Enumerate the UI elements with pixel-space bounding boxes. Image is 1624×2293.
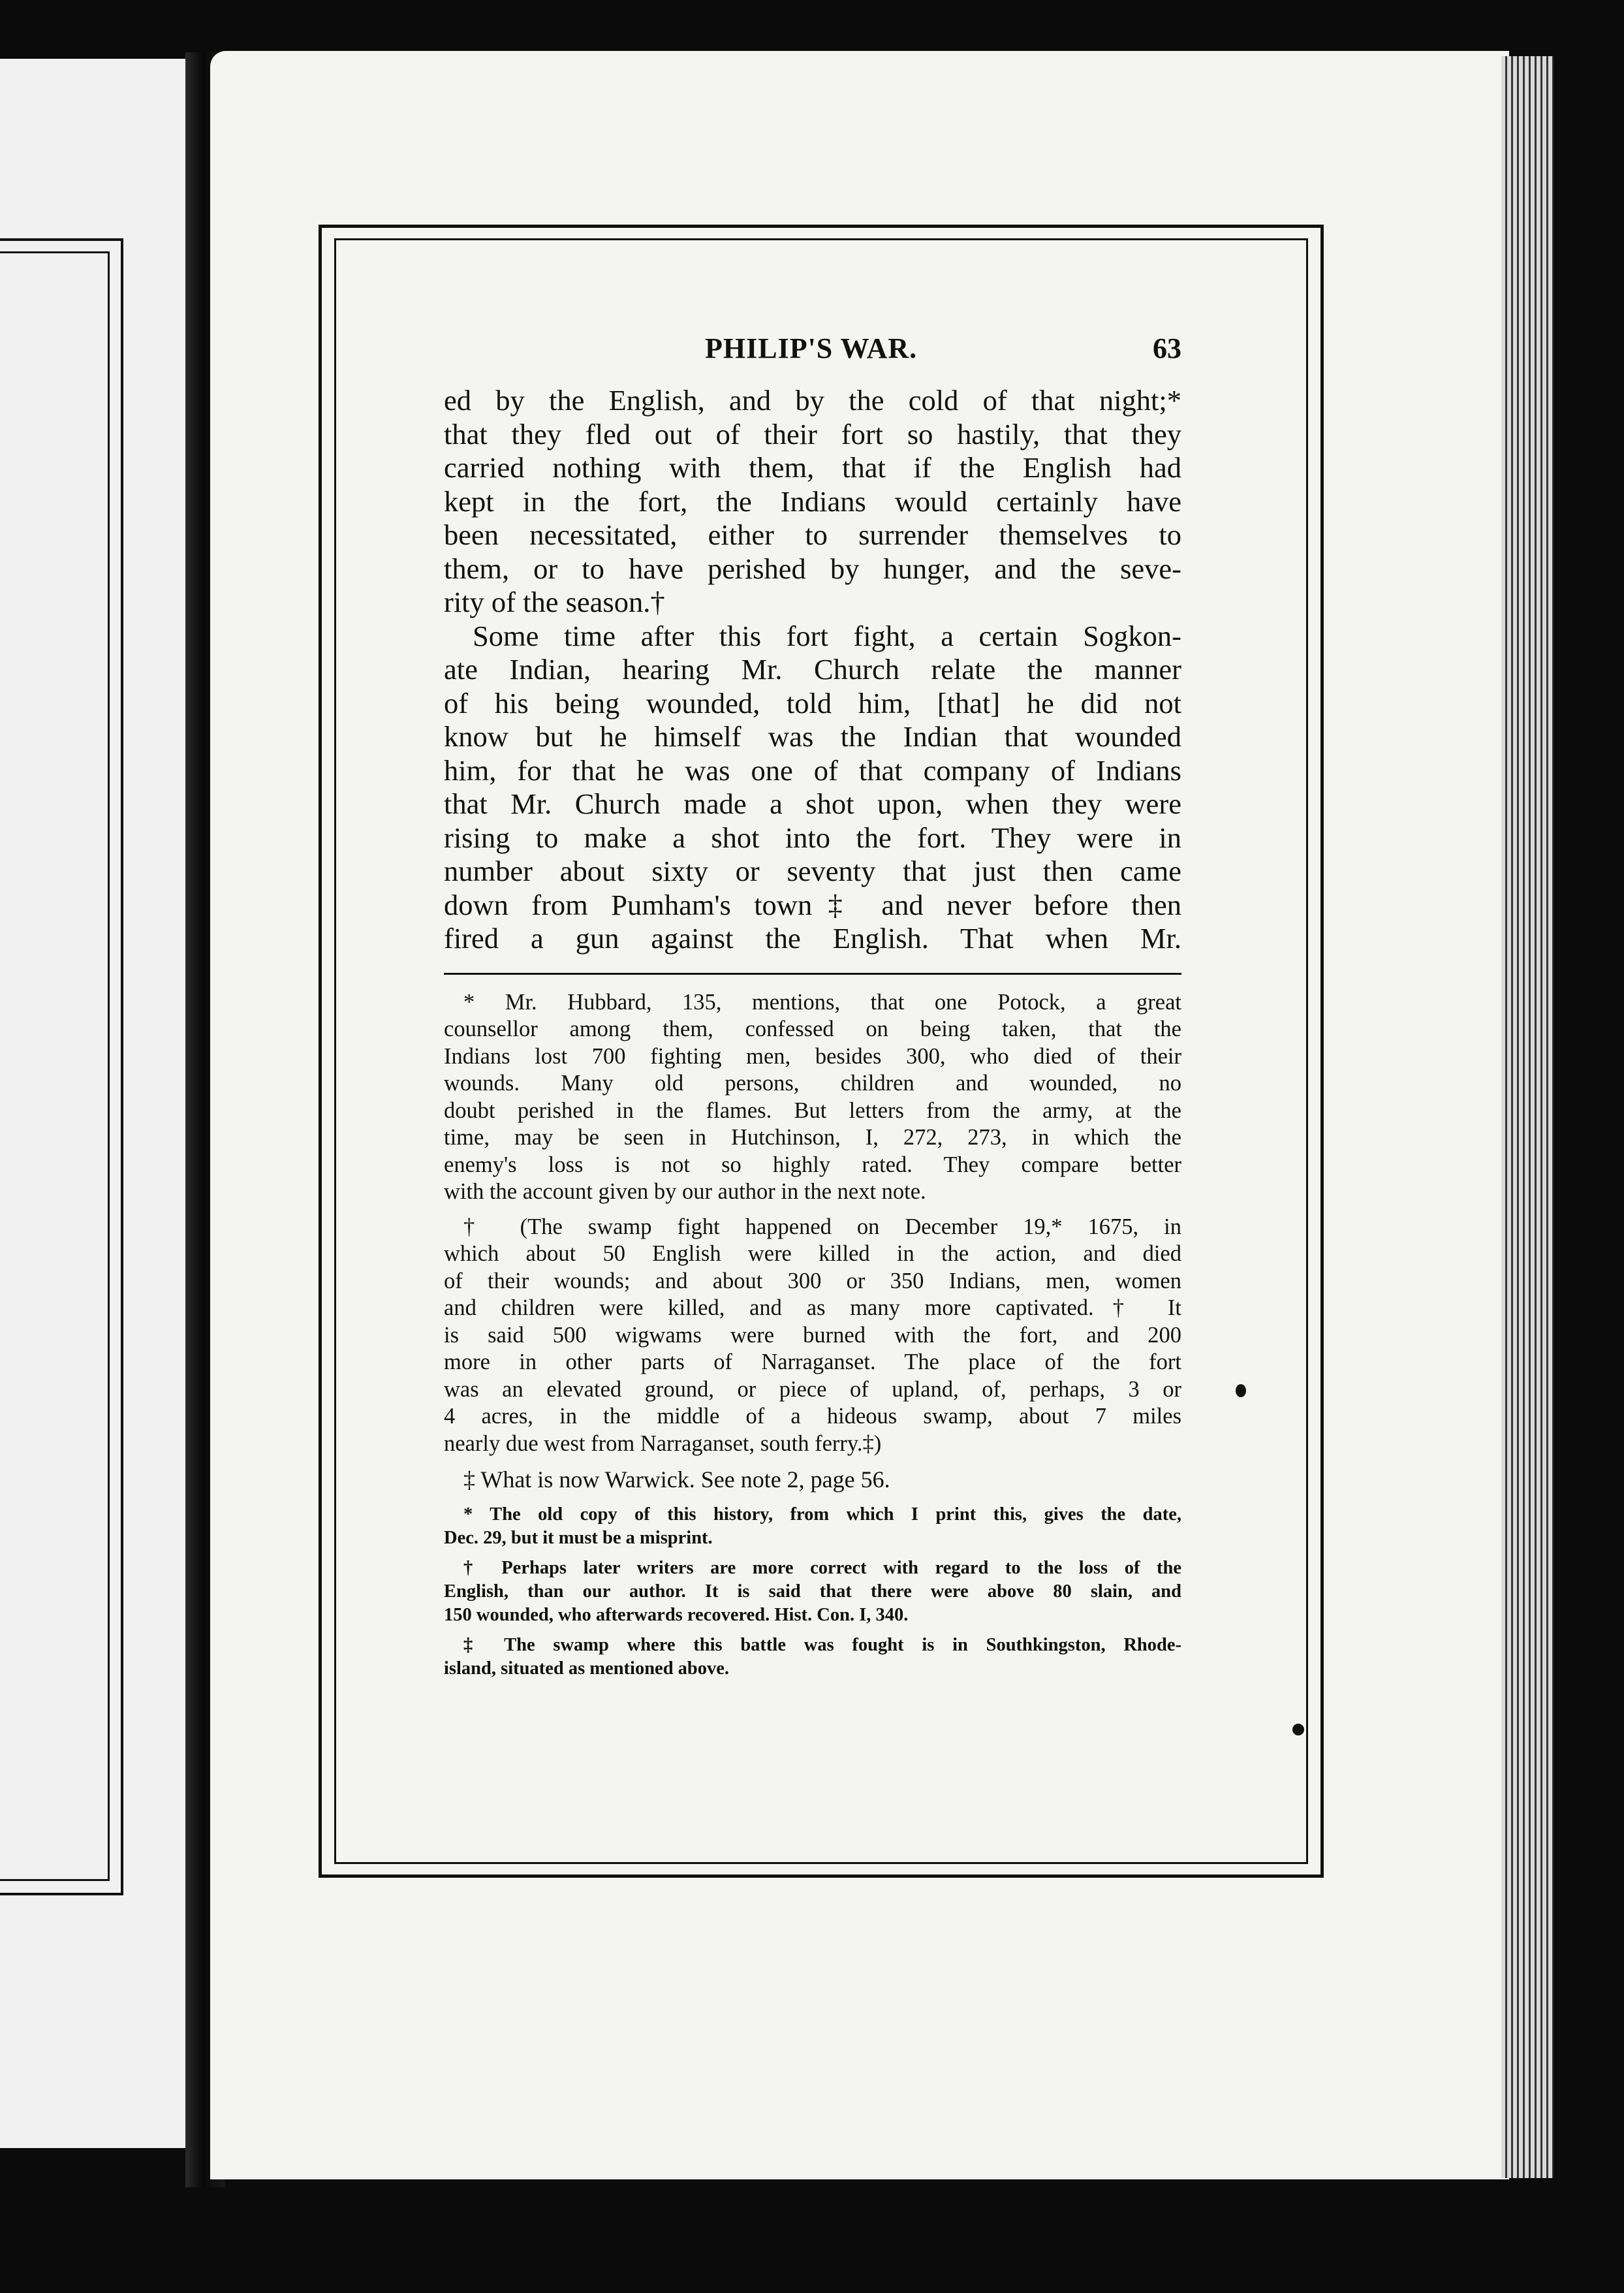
footnote-line: wounds. Many old persons, children and wounded, no bbox=[444, 1071, 1181, 1096]
editor-note-date bbox=[444, 1503, 1181, 1550]
body-line: rising to make a shot into the fort. They were in bbox=[444, 821, 1181, 854]
footnote-line: time, may be seen in Hutchinson, I, 272, 273, in which the bbox=[444, 1125, 1181, 1150]
body-line: fired a gun against the English. That when Mr. bbox=[444, 922, 1181, 955]
body-line: them, or to have perished by hunger, and the seve- bbox=[444, 552, 1181, 585]
editor-note-line: * The old copy of this history, from which I print this, gives the date, bbox=[463, 1504, 1181, 1525]
editor-notes bbox=[444, 1503, 1181, 1681]
footnote-line: 4 acres, in the middle of a hideous swamp, about 7 miles bbox=[444, 1404, 1181, 1429]
body-line: rity of the season.† bbox=[444, 586, 665, 618]
body-line: that they fled out of their fort so hastily, that they bbox=[444, 417, 1181, 451]
editor-note-line: 150 wounded, who afterwards recovered. Hist. Con. I, 340. bbox=[444, 1605, 909, 1625]
footnote-line: counsellor among them, confessed on being taken, that the bbox=[444, 1017, 1181, 1041]
footnote-divider bbox=[444, 973, 1181, 975]
ink-spot bbox=[1236, 1384, 1246, 1397]
body-line: number about sixty or seventy that just then came bbox=[444, 855, 1181, 887]
footnote-line: with the account given by our author in the next note. bbox=[444, 1179, 926, 1204]
previous-page-frame-inner bbox=[0, 251, 110, 1881]
editor-note-losses bbox=[444, 1557, 1181, 1627]
editor-note-line: English, than our author. It is said that there were above 80 slain, and bbox=[444, 1581, 1181, 1602]
footnote-line: nearly due west from Narraganset, south ferry.‡) bbox=[444, 1431, 882, 1456]
footnote-line: enemy's loss is not so highly rated. They compare better bbox=[444, 1152, 1181, 1177]
page-content bbox=[444, 326, 1181, 1687]
body-line: of his being wounded, told him, [that] he did not bbox=[444, 686, 1181, 720]
body-line: down from Pumham's town‡ and never before then bbox=[444, 888, 1181, 921]
page-edges bbox=[1501, 56, 1554, 2178]
editor-note-line: Dec. 29, but it must be a misprint. bbox=[444, 1528, 713, 1548]
footnote-line: † (The swamp fight happened on December 19,* 1675, in bbox=[463, 1214, 1181, 1239]
footnote-warwick: ‡ What is now Warwick. See note 2, page 56. bbox=[463, 1466, 890, 1493]
editor-note-swamp bbox=[444, 1634, 1181, 1681]
body-line: ate Indian, hearing Mr. Church relate the manner bbox=[444, 653, 1181, 686]
body-line: kept in the fort, the Indians would certainly have bbox=[444, 484, 1181, 518]
footnote-hubbard bbox=[444, 989, 1181, 1206]
footnote-line: * Mr. Hubbard, 135, mentions, that one Potock, a great bbox=[463, 989, 1181, 1015]
footnote-line: was an elevated ground, or piece of upland, of, perhaps, 3 or bbox=[444, 1376, 1181, 1402]
body-line: carried nothing with them, that if the English had bbox=[444, 451, 1181, 484]
running-head bbox=[444, 326, 1181, 372]
footnote-line: and children were killed, and as many more captivated.† It bbox=[444, 1295, 1181, 1320]
body-line: that Mr. Church made a shot upon, when they were bbox=[444, 787, 1181, 820]
body-line: him, for that he was one of that company of Indians bbox=[444, 753, 1181, 787]
body-line: know but he himself was the Indian that wounded bbox=[444, 720, 1181, 753]
footnote-line: of their wounds; and about 300 or 350 Indians, men, women bbox=[444, 1268, 1181, 1293]
body-line: been necessitated, either to surrender themselves to bbox=[444, 518, 1181, 551]
running-title: PHILIP'S WAR. bbox=[705, 332, 918, 364]
ink-spot bbox=[1292, 1724, 1304, 1735]
body-text bbox=[444, 384, 1181, 956]
footnote-swamp-fight bbox=[444, 1214, 1181, 1458]
footnote-line: Indians lost 700 fighting men, besides 300, who died of their bbox=[444, 1043, 1181, 1069]
footnote-line: is said 500 wigwams were burned with the fort, and 200 bbox=[444, 1322, 1181, 1348]
editor-note-line: ‡ The swamp where this battle was fought is in Southkingston, Rhode- bbox=[463, 1635, 1181, 1655]
footnote-line: more in other parts of Narraganset. The place of the fort bbox=[444, 1350, 1181, 1374]
body-line: Some time after this fort fight, a certain Sogkon- bbox=[473, 619, 1181, 652]
footnotes bbox=[444, 989, 1181, 1458]
footnote-line: doubt perished in the flames. But letters from the army, at the bbox=[444, 1098, 1181, 1123]
footnote-line: which about 50 English were killed in the action, and died bbox=[444, 1241, 1181, 1266]
body-line: ed by the English, and by the cold of that night;* bbox=[444, 384, 1181, 417]
editor-note-line: † Perhaps later writers are more correct with regard to the loss of the bbox=[463, 1558, 1181, 1578]
page-number: 63 bbox=[1153, 332, 1181, 364]
editor-note-line: island, situated as mentioned above. bbox=[444, 1658, 730, 1679]
